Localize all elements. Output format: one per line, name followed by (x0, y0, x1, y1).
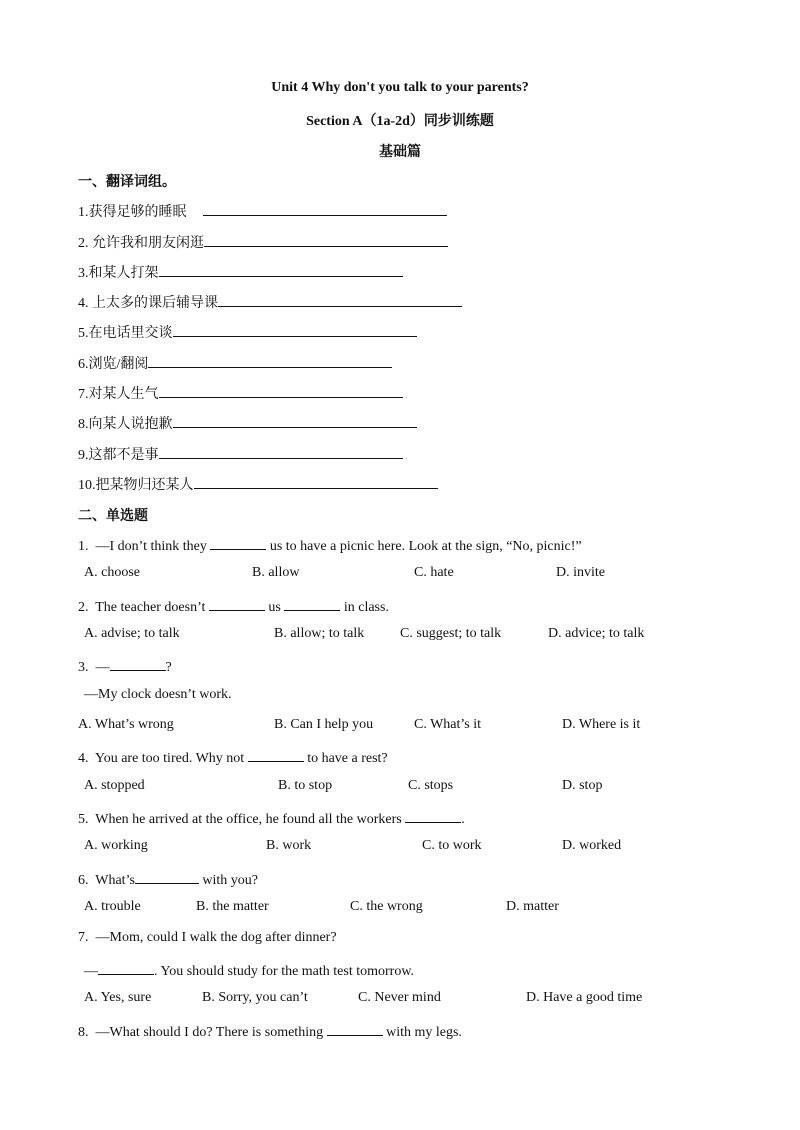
answer-blank[interactable] (159, 383, 403, 398)
answer-blank[interactable] (173, 413, 417, 428)
translation-item-1 (78, 201, 447, 221)
option-a[interactable]: A. working (84, 838, 148, 853)
translation-item-5 (78, 322, 417, 342)
option-a[interactable]: A. Yes, sure (84, 990, 152, 1005)
question-text: 8. —What should I do? There is something (78, 1025, 327, 1040)
item-text: 1.获得足够的睡眠 (78, 205, 187, 220)
item-text: 3.和某人打架 (78, 266, 159, 281)
question-5-options (84, 838, 784, 858)
question-text: with you? (198, 873, 259, 888)
answer-blank[interactable] (327, 1021, 383, 1036)
translation-item-2 (78, 232, 448, 252)
page-subtitle: Section A（1a-2d）同步训练题 (306, 114, 494, 129)
option-b[interactable]: B. the matter (196, 899, 269, 914)
translation-item-6 (78, 353, 392, 373)
translation-item-9 (78, 444, 403, 464)
question-2 (78, 596, 389, 616)
option-a[interactable]: A. trouble (84, 899, 141, 914)
option-b[interactable]: B. to stop (278, 778, 333, 793)
question-3-options (78, 717, 778, 737)
section-heading-single-choice: 二、单选题 (78, 509, 148, 524)
option-c[interactable]: C. to work (422, 838, 482, 853)
answer-blank[interactable] (218, 292, 462, 307)
question-1-options (84, 565, 784, 585)
question-text: 5. When he arrived at the office, he found all the workers (78, 812, 406, 827)
question-6 (78, 869, 258, 889)
item-text: 4. 上太多的课后辅导课 (78, 296, 218, 311)
translation-item-7 (78, 383, 403, 403)
option-a[interactable]: A. choose (84, 565, 140, 580)
option-b[interactable]: B. Sorry, you can’t (202, 990, 308, 1005)
answer-blank[interactable] (210, 535, 266, 550)
item-text: 8.向某人说抱歉 (78, 417, 173, 432)
question-5 (78, 808, 465, 828)
question-3 (78, 656, 172, 676)
item-text: 10.把某物归还某人 (78, 478, 194, 493)
option-b[interactable]: B. allow; to talk (274, 626, 365, 641)
answer-blank[interactable] (203, 201, 447, 216)
option-d[interactable]: D. invite (556, 565, 605, 580)
option-c[interactable]: C. hate (414, 565, 454, 580)
answer-blank[interactable] (248, 747, 304, 762)
option-c[interactable]: C. suggest; to talk (400, 626, 502, 641)
question-6-options (84, 899, 784, 919)
answer-blank[interactable] (194, 474, 438, 489)
option-d[interactable]: D. Have a good time (526, 990, 643, 1005)
section-heading-translation: 一、翻译词组。 (78, 175, 176, 190)
question-8 (78, 1021, 462, 1041)
answer-blank[interactable] (135, 869, 199, 884)
answer-blank[interactable] (204, 232, 448, 247)
option-c[interactable]: C. stops (408, 778, 454, 793)
translation-item-3 (78, 262, 403, 282)
question-3-response: —My clock doesn’t work. (84, 687, 232, 702)
answer-blank[interactable] (209, 596, 265, 611)
answer-blank[interactable] (148, 353, 392, 368)
question-4-options (84, 778, 784, 798)
question-text: with my legs. (382, 1025, 462, 1040)
page-title: Unit 4 Why don't you talk to your parents? (271, 80, 529, 95)
question-text: 1. —I don’t think they (78, 539, 211, 554)
answer-blank[interactable] (405, 808, 461, 823)
item-text: 7.对某人生气 (78, 387, 159, 402)
option-b[interactable]: B. allow (252, 565, 300, 580)
translation-item-10 (78, 474, 438, 494)
answer-blank[interactable] (159, 444, 403, 459)
question-7-response (84, 960, 414, 980)
question-text: 2. The teacher doesn’t (78, 600, 209, 615)
question-text: . (461, 812, 465, 827)
option-c[interactable]: C. the wrong (350, 899, 423, 914)
item-text: 2. 允许我和朋友闲逛 (78, 236, 204, 251)
question-text: — (84, 964, 98, 979)
translation-item-4 (78, 292, 462, 312)
item-text: 6.浏览/翻阅 (78, 357, 149, 372)
answer-blank[interactable] (110, 656, 166, 671)
question-text: us to have a picnic here. Look at the sign, “No, picnic!” (266, 539, 582, 554)
option-d[interactable]: D. worked (562, 838, 622, 853)
question-7-options (84, 990, 784, 1010)
question-1 (78, 535, 582, 555)
option-a[interactable]: A. stopped (84, 778, 145, 793)
option-d[interactable]: D. advice; to talk (548, 626, 645, 641)
option-d[interactable]: D. Where is it (562, 717, 641, 732)
item-text: 5.在电话里交谈 (78, 326, 173, 341)
answer-blank[interactable] (159, 262, 403, 277)
option-b[interactable]: B. work (266, 838, 312, 853)
question-text: 6. What’s (78, 873, 135, 888)
option-b[interactable]: B. Can I help you (274, 717, 374, 732)
question-4 (78, 747, 388, 767)
question-text: us (264, 600, 285, 615)
option-a[interactable]: A. advise; to talk (84, 626, 180, 641)
option-d[interactable]: D. stop (562, 778, 603, 793)
answer-blank[interactable] (98, 960, 154, 975)
translation-item-8 (78, 413, 417, 433)
item-text: 9.这都不是事 (78, 448, 159, 463)
option-a[interactable]: A. What’s wrong (78, 717, 174, 732)
option-c[interactable]: C. Never mind (358, 990, 441, 1005)
question-text: . You should study for the math test tomorrow. (154, 964, 415, 979)
answer-blank[interactable] (284, 596, 340, 611)
question-text: 4. You are too tired. Why not (78, 751, 248, 766)
option-c[interactable]: C. What’s it (414, 717, 482, 732)
question-2-options (84, 626, 784, 646)
question-text: in class. (340, 600, 389, 615)
option-d[interactable]: D. matter (506, 899, 559, 914)
level-label: 基础篇 (379, 145, 421, 160)
question-text: to have a rest? (303, 751, 388, 766)
question-text: 3. — (78, 660, 110, 675)
question-7: 7. —Mom, could I walk the dog after dinner? (78, 930, 337, 945)
question-text: ? (165, 660, 172, 675)
answer-blank[interactable] (173, 322, 417, 337)
